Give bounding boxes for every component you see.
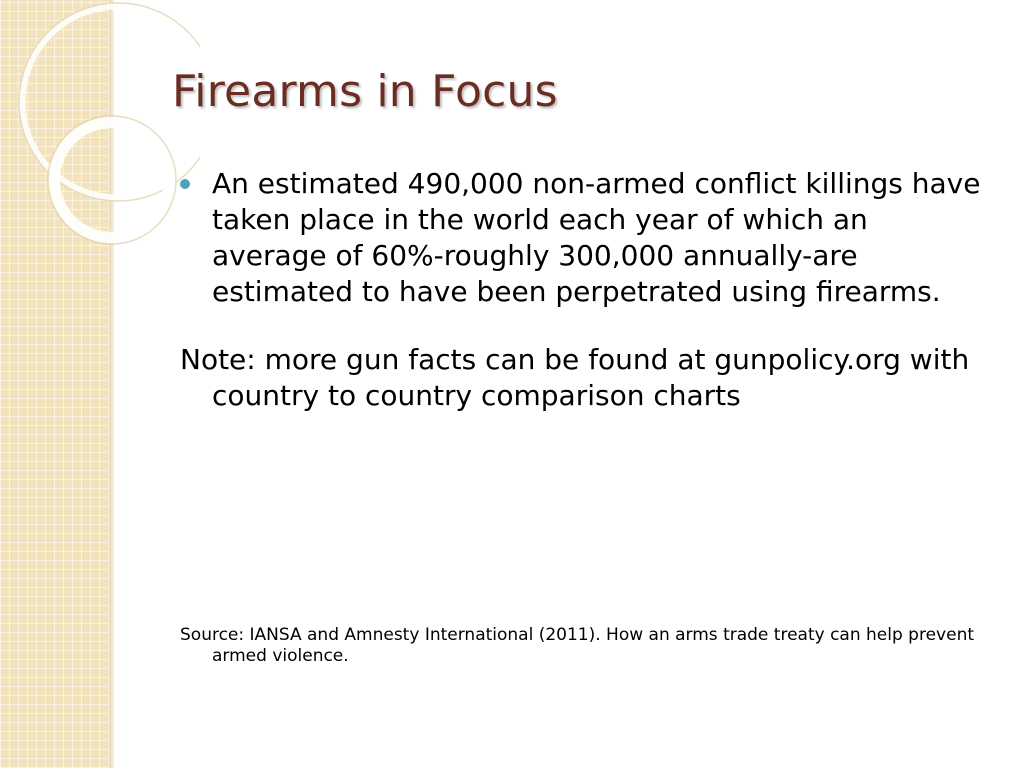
side-panel-edge bbox=[109, 0, 114, 768]
bullet-text: An estimated 490,000 non-armed conflict killings have taken place in the world each year of which an average of 60%-roughly 300,000 annually-are estimated to have been perpetrated using firearms. bbox=[212, 167, 981, 308]
decorative-side-panel bbox=[0, 0, 112, 768]
slide-title: Firearms in Focus bbox=[172, 66, 558, 117]
bullet-dot-icon bbox=[180, 179, 190, 189]
bullet-item bbox=[180, 166, 990, 310]
slide-body bbox=[180, 166, 990, 414]
note-text: Note: more gun facts can be found at gunpolicy.org with country to country comparison charts bbox=[180, 343, 970, 412]
source-citation: Source: IANSA and Amnesty International (2011). How an arms trade treaty can help prevent armed violence. bbox=[180, 625, 975, 666]
